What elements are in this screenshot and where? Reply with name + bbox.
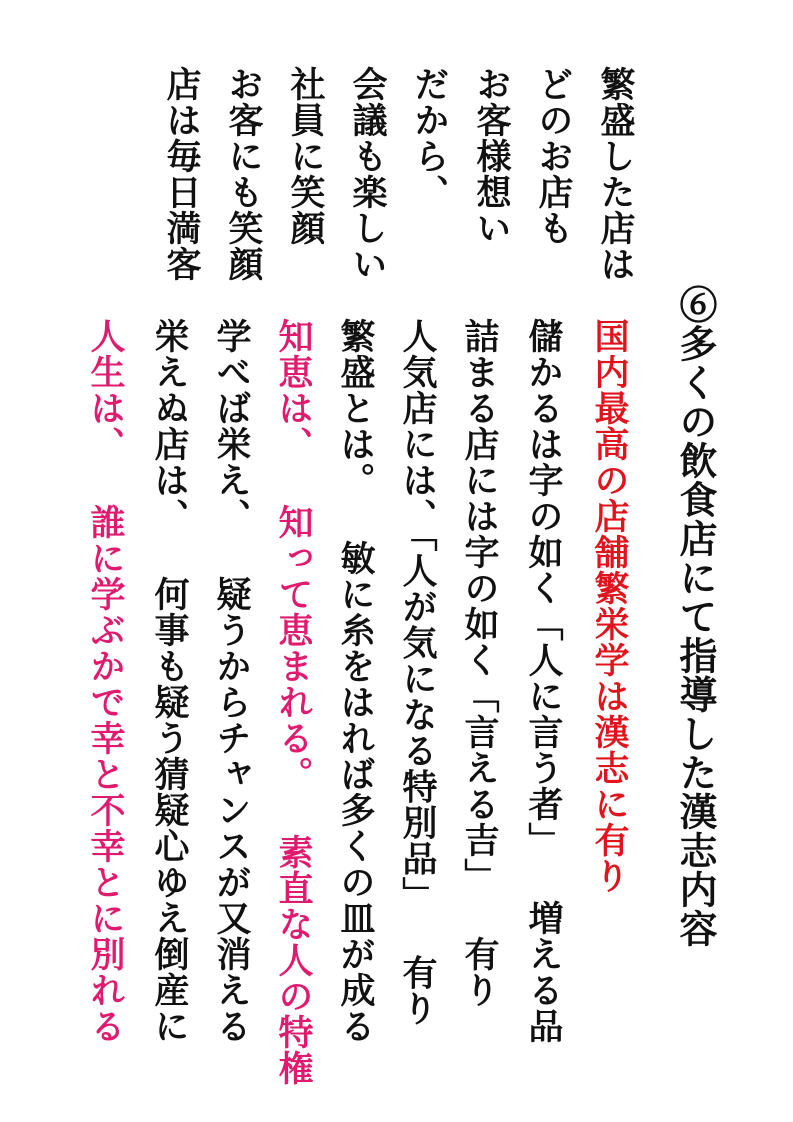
main-line-5: 知恵は、 知って恵まれる。 素直な人の特権 (273, 318, 314, 1086)
top-line-5: 会議も楽しい (347, 66, 388, 282)
main-line-8: 人生は、 誰に学ぶかで幸と不幸とに別れる (85, 318, 126, 1044)
top-line-1: 繁盛した店は (595, 66, 636, 282)
top-line-7: お客にも笑顔 (223, 66, 264, 282)
top-line-3: お客様想い (471, 66, 512, 246)
section-title: ⑥多くの飲食店にて指導した漢志内容 (673, 285, 718, 948)
top-line-8: 店は毎日満客 (161, 66, 202, 282)
main-line-2: 詰まる店には字の如く「言える吉」 有り (459, 318, 500, 1008)
main-line-3: 人気店には、「人が気になる特別品」 有り (397, 318, 438, 1027)
top-line-6: 社員に笑顔 (285, 66, 326, 246)
section-heading: 国内最高の店舗繁栄学は漢志に有り (589, 318, 630, 894)
main-line-7: 栄えぬ店は、 何事も疑う猜疑心ゆえ倒産に (149, 318, 190, 1044)
main-line-1: 儲かるは字の如く「人に言う者」 増える品 (523, 318, 564, 1044)
top-line-2: どのお店も (533, 66, 574, 246)
main-line-4: 繁盛とは。 敏に糸をはれば多くの皿が成る (335, 318, 376, 1044)
top-line-4: だから、 (409, 66, 450, 210)
main-line-6: 学べば栄え、 疑うからチャンスが又消える (211, 318, 252, 1044)
